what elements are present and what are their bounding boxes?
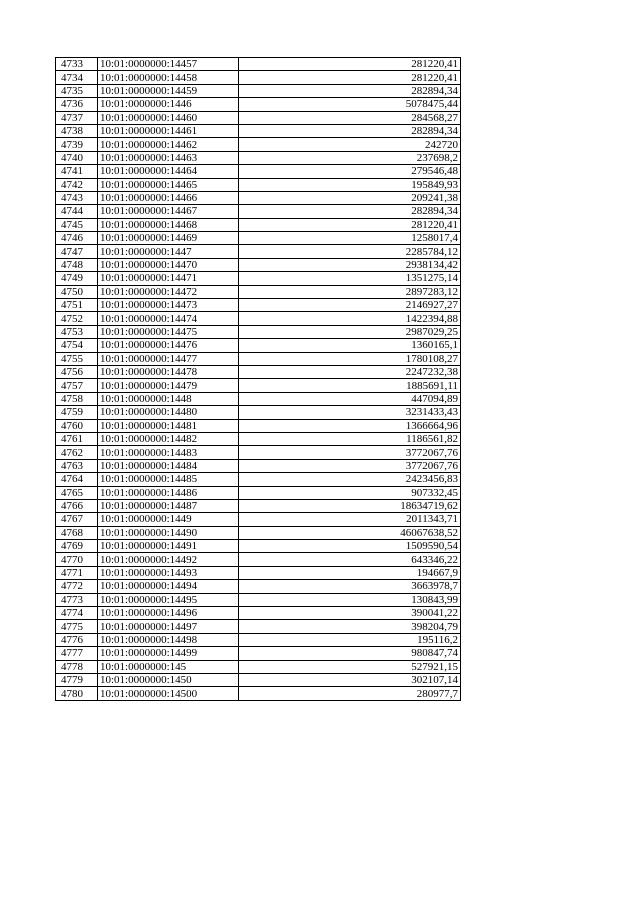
value-cell: 5078475,44 [239, 98, 461, 111]
cadastral-number-cell: 10:01:0000000:14481 [98, 419, 239, 432]
value-cell: 1360165,1 [239, 339, 461, 352]
value-cell: 195849,93 [239, 178, 461, 191]
row-number-cell: 4764 [56, 473, 98, 486]
value-cell: 3772067,76 [239, 459, 461, 472]
table-row [56, 285, 461, 298]
value-cell: 302107,14 [239, 673, 461, 686]
table-row [56, 673, 461, 686]
value-cell: 130843,99 [239, 593, 461, 606]
row-number-cell: 4775 [56, 620, 98, 633]
row-number-cell: 4772 [56, 580, 98, 593]
table-row [56, 607, 461, 620]
row-number-cell: 4743 [56, 191, 98, 204]
value-cell: 237698,2 [239, 151, 461, 164]
table-row [56, 191, 461, 204]
value-cell: 3231433,43 [239, 406, 461, 419]
table-row [56, 218, 461, 231]
value-cell: 643346,22 [239, 553, 461, 566]
cadastral-number-cell: 10:01:0000000:14482 [98, 432, 239, 445]
cadastral-number-cell: 10:01:0000000:14490 [98, 526, 239, 539]
row-number-cell: 4740 [56, 151, 98, 164]
value-cell: 527921,15 [239, 660, 461, 673]
value-cell: 46067638,52 [239, 526, 461, 539]
value-cell: 1258017,4 [239, 232, 461, 245]
row-number-cell: 4766 [56, 499, 98, 512]
table-row [56, 580, 461, 593]
row-number-cell: 4742 [56, 178, 98, 191]
row-number-cell: 4759 [56, 406, 98, 419]
value-cell: 1351275,14 [239, 272, 461, 285]
table-row [56, 392, 461, 405]
value-cell: 1780108,27 [239, 352, 461, 365]
row-number-cell: 4758 [56, 392, 98, 405]
cadastral-number-cell: 10:01:0000000:14479 [98, 379, 239, 392]
table-row [56, 98, 461, 111]
value-cell: 2423456,83 [239, 473, 461, 486]
row-number-cell: 4738 [56, 124, 98, 137]
row-number-cell: 4736 [56, 98, 98, 111]
table-row [56, 406, 461, 419]
table-row [56, 178, 461, 191]
cadastral-number-cell: 10:01:0000000:1449 [98, 513, 239, 526]
row-number-cell: 4737 [56, 111, 98, 124]
value-cell: 3663978,7 [239, 580, 461, 593]
value-cell: 2285784,12 [239, 245, 461, 258]
cadastral-number-cell: 10:01:0000000:1447 [98, 245, 239, 258]
row-number-cell: 4757 [56, 379, 98, 392]
table-row [56, 593, 461, 606]
table-row [56, 499, 461, 512]
value-cell: 2987029,25 [239, 325, 461, 338]
table-body [56, 58, 461, 701]
table-row [56, 647, 461, 660]
table-row [56, 312, 461, 325]
row-number-cell: 4739 [56, 138, 98, 151]
value-cell: 279546,48 [239, 165, 461, 178]
value-cell: 18634719,62 [239, 499, 461, 512]
table-row [56, 258, 461, 271]
cadastral-number-cell: 10:01:0000000:14460 [98, 111, 239, 124]
cadastral-number-cell: 10:01:0000000:14486 [98, 486, 239, 499]
row-number-cell: 4735 [56, 84, 98, 97]
cadastral-number-cell: 10:01:0000000:14469 [98, 232, 239, 245]
value-cell: 3772067,76 [239, 446, 461, 459]
cadastral-number-cell: 10:01:0000000:14485 [98, 473, 239, 486]
cadastral-number-cell: 10:01:0000000:14459 [98, 84, 239, 97]
cadastral-number-cell: 10:01:0000000:14500 [98, 687, 239, 700]
value-cell: 2897283,12 [239, 285, 461, 298]
cadastral-number-cell: 10:01:0000000:14465 [98, 178, 239, 191]
table-row [56, 325, 461, 338]
table-row [56, 379, 461, 392]
table-row [56, 526, 461, 539]
value-cell: 1366664,96 [239, 419, 461, 432]
value-cell: 907332,45 [239, 486, 461, 499]
table-row [56, 138, 461, 151]
table-row [56, 299, 461, 312]
row-number-cell: 4753 [56, 325, 98, 338]
cadastral-number-cell: 10:01:0000000:14498 [98, 633, 239, 646]
row-number-cell: 4755 [56, 352, 98, 365]
table-row [56, 151, 461, 164]
value-cell: 209241,38 [239, 191, 461, 204]
row-number-cell: 4752 [56, 312, 98, 325]
table-row [56, 432, 461, 445]
cadastral-number-cell: 10:01:0000000:14495 [98, 593, 239, 606]
row-number-cell: 4749 [56, 272, 98, 285]
table-row [56, 459, 461, 472]
cadastral-number-cell: 10:01:0000000:14483 [98, 446, 239, 459]
table-row [56, 687, 461, 700]
table-row [56, 58, 461, 71]
cadastral-number-cell: 10:01:0000000:14458 [98, 71, 239, 84]
row-number-cell: 4763 [56, 459, 98, 472]
value-cell: 284568,27 [239, 111, 461, 124]
cadastral-number-cell: 10:01:0000000:14466 [98, 191, 239, 204]
row-number-cell: 4771 [56, 566, 98, 579]
row-number-cell: 4734 [56, 71, 98, 84]
row-number-cell: 4776 [56, 633, 98, 646]
value-cell: 1186561,82 [239, 432, 461, 445]
table-row [56, 272, 461, 285]
cadastral-number-cell: 10:01:0000000:1448 [98, 392, 239, 405]
value-cell: 1885691,11 [239, 379, 461, 392]
table-row [56, 419, 461, 432]
row-number-cell: 4762 [56, 446, 98, 459]
row-number-cell: 4744 [56, 205, 98, 218]
row-number-cell: 4780 [56, 687, 98, 700]
table-row [56, 660, 461, 673]
cadastral-number-cell: 10:01:0000000:14472 [98, 285, 239, 298]
table-row [56, 473, 461, 486]
row-number-cell: 4750 [56, 285, 98, 298]
row-number-cell: 4756 [56, 365, 98, 378]
row-number-cell: 4748 [56, 258, 98, 271]
value-cell: 281220,41 [239, 71, 461, 84]
cadastral-number-cell: 10:01:0000000:14476 [98, 339, 239, 352]
value-cell: 980847,74 [239, 647, 461, 660]
cadastral-number-cell: 10:01:0000000:14492 [98, 553, 239, 566]
cadastral-number-cell: 10:01:0000000:1450 [98, 673, 239, 686]
cadastral-number-cell: 10:01:0000000:14477 [98, 352, 239, 365]
table-row [56, 365, 461, 378]
table-row [56, 124, 461, 137]
value-cell: 2011343,71 [239, 513, 461, 526]
cadastral-number-cell: 10:01:0000000:14496 [98, 607, 239, 620]
cadastral-number-cell: 10:01:0000000:14493 [98, 566, 239, 579]
cadastral-number-cell: 10:01:0000000:14475 [98, 325, 239, 338]
row-number-cell: 4746 [56, 232, 98, 245]
row-number-cell: 4767 [56, 513, 98, 526]
row-number-cell: 4745 [56, 218, 98, 231]
row-number-cell: 4761 [56, 432, 98, 445]
cadastral-number-cell: 10:01:0000000:14463 [98, 151, 239, 164]
cadastral-number-cell: 10:01:0000000:14499 [98, 647, 239, 660]
cadastral-number-cell: 10:01:0000000:14468 [98, 218, 239, 231]
value-cell: 242720 [239, 138, 461, 151]
table-row [56, 232, 461, 245]
cadastral-number-cell: 10:01:0000000:145 [98, 660, 239, 673]
row-number-cell: 4769 [56, 540, 98, 553]
table-row [56, 486, 461, 499]
cadastral-number-cell: 10:01:0000000:14494 [98, 580, 239, 593]
cadastral-number-cell: 10:01:0000000:14480 [98, 406, 239, 419]
table-row [56, 446, 461, 459]
value-cell: 447094,89 [239, 392, 461, 405]
cadastral-number-cell: 10:01:0000000:14464 [98, 165, 239, 178]
row-number-cell: 4751 [56, 299, 98, 312]
cadastral-number-cell: 10:01:0000000:14467 [98, 205, 239, 218]
cadastral-number-cell: 10:01:0000000:14487 [98, 499, 239, 512]
value-cell: 2146927,27 [239, 299, 461, 312]
cadastral-number-cell: 10:01:0000000:14491 [98, 540, 239, 553]
table-row [56, 620, 461, 633]
row-number-cell: 4741 [56, 165, 98, 178]
table-row [56, 205, 461, 218]
cadastral-number-cell: 10:01:0000000:14497 [98, 620, 239, 633]
cadastral-number-cell: 10:01:0000000:14471 [98, 272, 239, 285]
row-number-cell: 4770 [56, 553, 98, 566]
value-cell: 282894,34 [239, 84, 461, 97]
cadastral-number-cell: 10:01:0000000:14473 [98, 299, 239, 312]
cadastral-number-cell: 10:01:0000000:14461 [98, 124, 239, 137]
table-row [56, 553, 461, 566]
row-number-cell: 4773 [56, 593, 98, 606]
cadastral-number-cell: 10:01:0000000:14457 [98, 58, 239, 71]
table-row [56, 352, 461, 365]
table-row [56, 245, 461, 258]
value-cell: 282894,34 [239, 205, 461, 218]
cadastral-number-cell: 10:01:0000000:14478 [98, 365, 239, 378]
table-row [56, 566, 461, 579]
value-cell: 281220,41 [239, 58, 461, 71]
value-cell: 1422394,88 [239, 312, 461, 325]
row-number-cell: 4760 [56, 419, 98, 432]
value-cell: 282894,34 [239, 124, 461, 137]
value-cell: 398204,79 [239, 620, 461, 633]
row-number-cell: 4747 [56, 245, 98, 258]
row-number-cell: 4768 [56, 526, 98, 539]
row-number-cell: 4778 [56, 660, 98, 673]
table-row [56, 71, 461, 84]
row-number-cell: 4754 [56, 339, 98, 352]
row-number-cell: 4733 [56, 58, 98, 71]
cadastral-number-cell: 10:01:0000000:1446 [98, 98, 239, 111]
cadastral-number-cell: 10:01:0000000:14474 [98, 312, 239, 325]
value-cell: 195116,2 [239, 633, 461, 646]
cadastral-number-cell: 10:01:0000000:14462 [98, 138, 239, 151]
row-number-cell: 4765 [56, 486, 98, 499]
cadastral-number-cell: 10:01:0000000:14484 [98, 459, 239, 472]
cadastral-table [55, 57, 461, 701]
row-number-cell: 4774 [56, 607, 98, 620]
value-cell: 1509590,54 [239, 540, 461, 553]
table-row [56, 165, 461, 178]
cadastral-number-cell: 10:01:0000000:14470 [98, 258, 239, 271]
value-cell: 390041,22 [239, 607, 461, 620]
value-cell: 2938134,42 [239, 258, 461, 271]
table-row [56, 540, 461, 553]
value-cell: 280977,7 [239, 687, 461, 700]
table-row [56, 513, 461, 526]
table-row [56, 339, 461, 352]
table-row [56, 111, 461, 124]
value-cell: 2247232,38 [239, 365, 461, 378]
row-number-cell: 4779 [56, 673, 98, 686]
value-cell: 281220,41 [239, 218, 461, 231]
row-number-cell: 4777 [56, 647, 98, 660]
value-cell: 194667,9 [239, 566, 461, 579]
table-row [56, 633, 461, 646]
table-row [56, 84, 461, 97]
